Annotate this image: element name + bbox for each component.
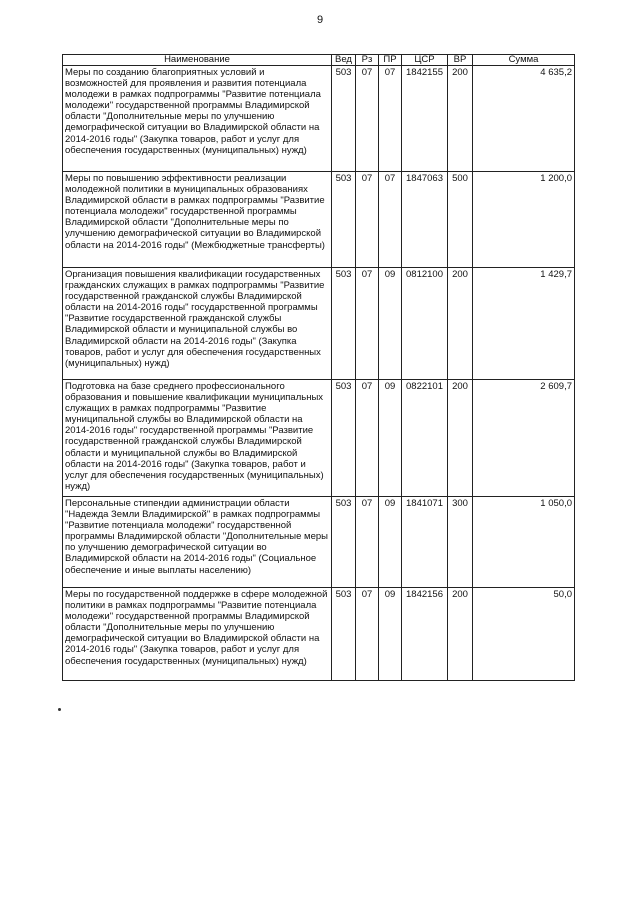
row-rz: 07 [356,588,379,681]
row-ved: 503 [332,380,356,497]
header-ved: Вед [332,55,356,66]
row-ved: 503 [332,172,356,268]
table-row [63,588,575,681]
row-csr: 0812100 [402,268,448,380]
row-vr: 200 [448,66,473,172]
row-pr: 09 [379,497,402,588]
header-csr: ЦСР [402,55,448,66]
row-rz: 07 [356,66,379,172]
row-pr: 09 [379,380,402,497]
row-name: Меры по государственной поддержке в сфере молодежной политики в рамках подпрограммы "Развитие потенциала молодежи" государственной программы Владимирской области "Дополнительные меры по улучшению демографической ситуации во Владимирской области на 2014-2016 годы" (Закупка товаров, работ и услуг для обеспечения государственных (муниципальных) нужд) [63,588,332,681]
scan-speck [58,708,61,711]
header-name: Наименование [63,55,332,66]
row-sum: 2 609,7 [473,380,575,497]
row-csr: 1847063 [402,172,448,268]
row-csr: 0822101 [402,380,448,497]
row-pr: 09 [379,268,402,380]
row-rz: 07 [356,497,379,588]
row-name: Меры по созданию благоприятных условий и возможностей для проявления и развития потенциала молодежи в рамках подпрограммы "Развитие потенциала молодежи" государственной программы Владимирской области "Дополнительные меры по улучшению демографической ситуации во Владимирской области на 2014-2016 годы" (Закупка товаров, работ и услуг для обеспечения государственных (муниципальных) нужд) [63,66,332,172]
row-name: Персональные стипендии администрации области "Надежда Земли Владимирской" в рамках подпрограммы "Развитие потенциала молодежи" государственной программы Владимирской области "Дополнительные меры по улучшению демографической ситуации во Владимирской области на 2014-2016 годы" (Социальное обеспечение и иные выплаты населению) [63,497,332,588]
budget-table [62,54,575,681]
row-sum: 1 200,0 [473,172,575,268]
row-pr: 07 [379,66,402,172]
row-csr: 1842156 [402,588,448,681]
header-sum: Сумма [473,55,575,66]
row-ved: 503 [332,588,356,681]
table-body [63,66,575,681]
row-sum: 1 429,7 [473,268,575,380]
header-rz: Рз [356,55,379,66]
row-rz: 07 [356,380,379,497]
row-ved: 503 [332,66,356,172]
row-vr: 500 [448,172,473,268]
page-number: 9 [316,14,324,26]
header-pr: ПР [379,55,402,66]
row-rz: 07 [356,172,379,268]
row-sum: 4 635,2 [473,66,575,172]
row-rz: 07 [356,268,379,380]
row-vr: 200 [448,588,473,681]
table-row [63,497,575,588]
table-row [63,172,575,268]
row-sum: 50,0 [473,588,575,681]
row-vr: 200 [448,380,473,497]
row-ved: 503 [332,268,356,380]
row-csr: 1841071 [402,497,448,588]
table-row [63,380,575,497]
row-ved: 503 [332,497,356,588]
row-pr: 09 [379,588,402,681]
header-row [63,55,575,66]
row-name: Подготовка на базе среднего профессионального образования и повышение квалификации муниципальных служащих в рамках подпрограммы "Развитие муниципальной службы во Владимирской области на 2014-2016 годы" государственной программы "Развитие государственной гражданской службы Владимирской области и муниципальной службы во Владимирской области на 2014-2016 годы" (Закупка товаров, работ и услуг для обеспечения государственных (муниципальных) нужд) [63,380,332,497]
row-name: Организация повышения квалификации государственных гражданских служащих в рамках подпрограммы "Развитие государственной гражданской службы Владимирской области на 2014-2016 годы" государственной программы "Развитие государственной гражданской службы Владимирской области и муниципальной службы во Владимирской области на 2014-2016 годы" (Закупка товаров, работ и услуг для обеспечения государственных (муниципальных) нужд) [63,268,332,380]
row-pr: 07 [379,172,402,268]
row-name: Меры по повышению эффективности реализации молодежной политики в муниципальных образованиях Владимирской области в рамках подпрограммы "Развитие потенциала молодежи" государственной программы Владимирской области "Дополнительные меры по улучшению демографической ситуации во Владимирской области на 2014-2016 годы" (Межбюджетные трансферты) [63,172,332,268]
table-row [63,66,575,172]
row-vr: 200 [448,268,473,380]
row-vr: 300 [448,497,473,588]
row-csr: 1842155 [402,66,448,172]
header-vr: ВР [448,55,473,66]
table-row [63,268,575,380]
table-header [63,55,575,66]
row-sum: 1 050,0 [473,497,575,588]
